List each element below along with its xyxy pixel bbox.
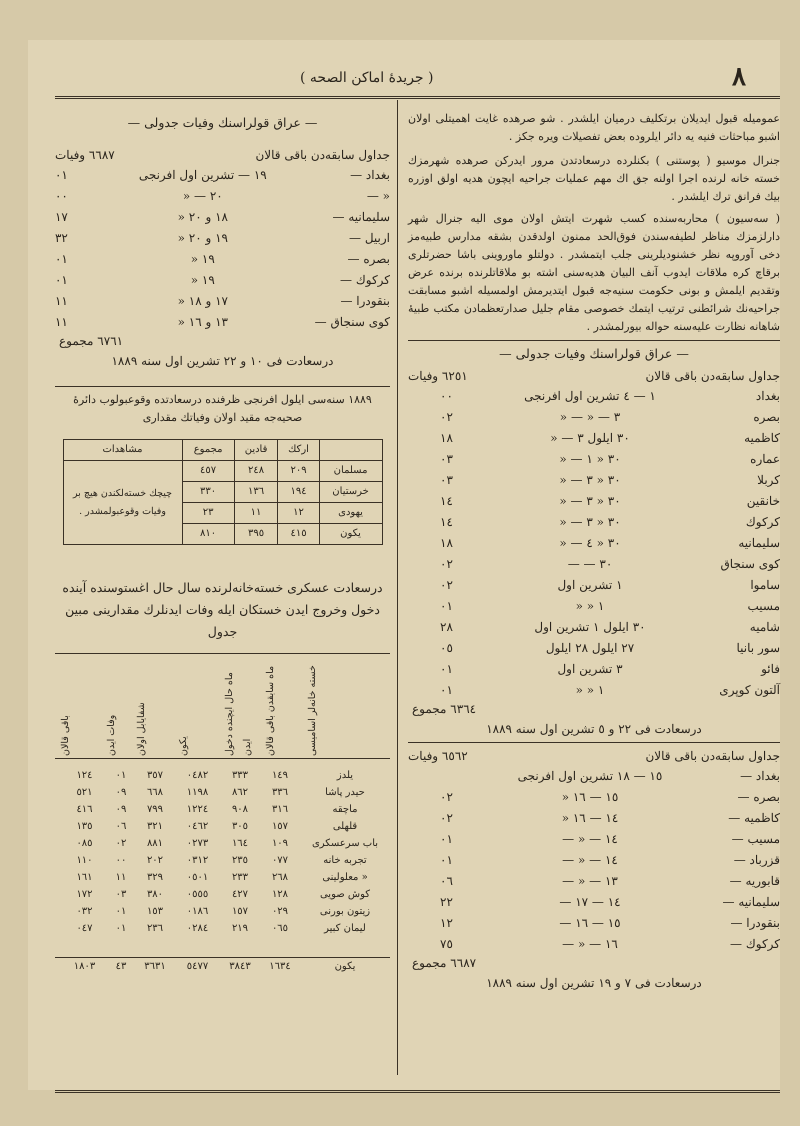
table-cell: ١٩٤	[278, 482, 319, 503]
list-item	[408, 807, 780, 828]
death-count: ٠١	[440, 682, 453, 697]
table-cell: ٠١	[115, 769, 127, 781]
table-cell: يهودى	[319, 503, 382, 524]
list-item	[408, 891, 780, 912]
death-count: ٧٥	[440, 936, 453, 951]
table-cell: ٣٨٠	[146, 888, 164, 900]
table-row	[55, 886, 390, 903]
death-count: ١١	[54, 314, 68, 329]
table-row	[55, 903, 390, 920]
list-item	[408, 765, 780, 786]
date-range: ١٩ «	[190, 272, 215, 287]
paragraph: جنرال موسيو ( پوستنى ) بكنلرده درسعادتدن مرور ايدركن صرهده شهرمزك خسته خانه لرنده اجرا اولنه جق اك مهم عمليات جراحيه ايچون هديه اولق اوزره بيك فرانق ترك ايلشدر .	[408, 154, 780, 203]
table-cell: يلدز	[336, 769, 354, 781]
header-left: جداول سابقه‌دن باقى قالان	[645, 749, 780, 763]
city-name: كوى سنجاق	[720, 556, 780, 571]
list-item	[408, 828, 780, 849]
table-cell: ٠٢٩	[271, 905, 289, 917]
date-range: ١٣ و ١٦ «	[177, 314, 228, 329]
table-cell: ٠٣٢	[76, 905, 93, 917]
column-header: مشاهدات	[63, 440, 182, 461]
city-name: قزرباد —	[733, 852, 780, 867]
table-cell: ٩٠٨	[231, 803, 249, 815]
table-cell: ٠٣١٢	[186, 854, 209, 866]
table-cell: ٠٤٨٢	[186, 769, 209, 781]
table-cell: ٢٠٩	[278, 461, 319, 482]
hospital-table-header	[55, 658, 390, 759]
city-name: كركوك —	[340, 272, 390, 287]
paragraph: ( سه‌سيون ) محاربه‌سنده كسب شهرت ايتش اولان موى اليه جنرال شهر دارلزمزك مناظر لطيفه‌سندن فوق‌الحد ممنون اولدقدن بشقه مدارس طبيه‌مز دخى آوروپه نظر خشنوديلرينى جلب ايتمشدر . دولتلو ماوروينى باشا حضرتلرى برقاچ كره ملاقات ايدوب آنف البيان هديه‌سنى اشته بو ملاقاتلرنده برنده عرض وتقديم ايلمش و بونى حكومت سنيه‌جه قبول ايتديرمش اولمسيله اشبو مسابقت جراحيه‌نك شرائطنى ترتيب ايتمك خصوصى مقام جليل صدارتعظمادن مكتب طبيهٔ شاهانه نظارت عليه‌سنه حواله بيورلمشدر .	[408, 212, 780, 333]
list-item	[55, 248, 390, 269]
death-count: ١٨	[440, 535, 453, 550]
table-cell: ٠٤٦٢	[186, 820, 209, 832]
date-range: ١٤ — « —	[562, 852, 618, 867]
divider	[408, 340, 780, 341]
death-count: ٢٢	[440, 894, 453, 909]
divider	[55, 386, 390, 387]
table-row	[63, 461, 382, 482]
table-cell: ٧٩٩	[146, 803, 164, 815]
header-divider	[55, 96, 780, 99]
column-divider	[397, 100, 398, 1075]
table-cell: زيتون بورنى	[319, 905, 371, 917]
table-cell: ٢٠٢	[146, 854, 164, 866]
date-range: ١ — ٤ تشرين اول افرنجى	[524, 388, 656, 403]
total: ٦٣٦٤ مجموع	[412, 702, 477, 716]
table-row	[55, 784, 390, 801]
header-left: جداول سابقه‌دن باقى قالان	[255, 148, 390, 162]
header-left: جداول سابقه‌دن باقى قالان	[645, 369, 780, 383]
date-range: ٣٠ ايلول ١ تشرين اول	[534, 619, 646, 634]
divider	[408, 742, 780, 743]
header-right: ٦٥٦٢ وفيات	[408, 749, 468, 763]
table-cell: ٠٦٥	[271, 922, 289, 934]
table-cell: ٣٩٥	[234, 524, 278, 545]
list-item	[408, 427, 780, 448]
table-header	[408, 747, 780, 765]
remark-cell: چيچك خسته‌لكندن هيچ بر وفيات وقوعبولمشدر .	[63, 461, 182, 545]
death-count: ٠٣	[440, 472, 453, 487]
table-cell: ١٥٧	[271, 820, 289, 832]
table-cell: ٠١	[115, 905, 127, 917]
table-cell: ٠٣	[115, 888, 127, 900]
death-count: ٣٢	[54, 230, 68, 245]
table-cell: ٠٢	[115, 837, 127, 849]
death-count: ٠٥	[440, 640, 453, 655]
table-cell: ١٣٥	[76, 820, 93, 832]
list-item	[408, 637, 780, 658]
table-cell: « معلولينى	[322, 871, 368, 883]
date-range: ١٥ — ١٦ —	[559, 915, 621, 930]
table-cell: ١١٩٨	[186, 786, 209, 798]
city-name: فائو	[761, 661, 780, 676]
city-name: كاظميه	[744, 430, 780, 445]
total-cell: ٣٨٤٣	[229, 960, 251, 972]
date-range: ٢٧ ايلول ٢٨ ايلول	[545, 640, 635, 655]
table-cell: ٣٥٧	[146, 769, 164, 781]
table-cell: ٣٢٩	[146, 871, 164, 883]
table-cell: ١٠٩	[271, 837, 289, 849]
header-right: ٦٦٨٧ وفيات	[55, 148, 115, 162]
date-range: ٣٠ « ٣ — «	[559, 472, 621, 487]
table-cell: يكون	[319, 524, 382, 545]
list-item	[408, 406, 780, 427]
date-range: ٣٠ « ٤ — «	[559, 535, 621, 550]
death-count: ١١	[54, 293, 68, 308]
section-title: — عراق قولراسنك وفيات جدولى —	[499, 346, 689, 361]
table-cell: ١٥٧	[231, 905, 249, 917]
table-cell: ٢٤٨	[234, 461, 278, 482]
section-title: ١٨٨٩ سنه‌سى ايلول افرنجى ظرفنده درسعادتده وقوعبولوب دائرهٔ صحيه‌جه مقيد اولان وفياتك مقدارى	[73, 393, 372, 424]
date-range: ١٥ — ١٦ «	[561, 789, 619, 804]
table-row	[55, 835, 390, 852]
city-name: عماره	[750, 451, 780, 466]
list-item	[408, 849, 780, 870]
table-cell: ٠٩	[115, 786, 127, 798]
city-name: بصره —	[347, 251, 390, 266]
deaths-list	[55, 164, 390, 332]
table-cell: ١١٠	[76, 854, 93, 866]
list-item	[408, 553, 780, 574]
right-column	[408, 110, 780, 992]
table-cell: حيدر پاشا	[325, 786, 365, 798]
column-header: باقى قالان	[60, 715, 71, 756]
date-range: ٣ — « — «	[559, 409, 621, 424]
date-range: ٣٠ « ٣ — «	[559, 514, 621, 529]
table-cell: ٠٨٥	[76, 837, 93, 849]
city-name: اربيل —	[349, 230, 390, 245]
column-header: وفات ايدن	[106, 714, 118, 756]
city-name: شاميه	[749, 619, 780, 634]
city-name: قابوريه —	[729, 873, 780, 888]
date-range: ١٤ — ١٧ —	[559, 894, 621, 909]
city-name: كوى سنجاق —	[314, 314, 390, 329]
table-cell: ٢٣٣	[231, 871, 249, 883]
date-range: ١٧ و ١٨ «	[177, 293, 228, 308]
table-cell: ١١	[115, 871, 127, 883]
section-title: — عراق قولراسنك وفيات جدولى —	[127, 115, 318, 130]
list-item	[55, 227, 390, 248]
city-name: بصره —	[737, 789, 780, 804]
table-row	[55, 818, 390, 835]
death-count: ٠٢	[440, 810, 453, 825]
table-cell: ٠٥٥٥	[186, 888, 209, 900]
table-cell: ٠٢٨٤	[186, 922, 209, 934]
date-range: ١٩ «	[190, 251, 215, 266]
list-item	[408, 912, 780, 933]
table-cell: ٥٢١	[76, 786, 93, 798]
table-cell: ٨٦٢	[231, 786, 249, 798]
death-count: ٠١	[54, 272, 68, 287]
table-cell: ٠٩	[115, 803, 127, 815]
table-cell: ماچقه	[332, 803, 358, 815]
divider	[55, 653, 390, 654]
table-cell: مسلمان	[319, 461, 382, 482]
total-cell: يكون	[334, 960, 356, 972]
date-range: ١٩ و ٢٠ «	[177, 230, 228, 245]
death-count: ٢٨	[440, 619, 453, 634]
death-count: ١٧	[54, 209, 68, 224]
list-item	[55, 164, 390, 185]
column-header: ماه حال ايچنده دخول ايدن	[223, 672, 253, 756]
table-cell: ٢٦٨	[271, 871, 289, 883]
table-cell: ٦٦٨	[146, 786, 164, 798]
list-item	[408, 385, 780, 406]
death-count: ١٢	[440, 915, 453, 930]
list-item	[55, 185, 390, 206]
death-count: ٠١	[440, 831, 453, 846]
table-cell: ٣٣٠	[182, 482, 234, 503]
table-cell: ٤١٥	[278, 524, 319, 545]
date-range: ٣ تشرين اول	[557, 661, 623, 676]
table-cell: ٣٢١	[146, 820, 164, 832]
city-name: مسيب	[747, 598, 780, 613]
hospital-table	[55, 759, 390, 975]
city-name: بغداد —	[740, 768, 780, 783]
table-row	[55, 767, 390, 784]
date-range: ١٤ — ١٦ «	[561, 810, 619, 825]
deaths-list	[408, 765, 780, 954]
table-cell: ٣٠٥	[231, 820, 249, 832]
date-range: ١ تشرين اول	[557, 577, 623, 592]
list-item	[408, 595, 780, 616]
column-header: يكون	[177, 736, 189, 756]
list-item	[55, 290, 390, 311]
list-item	[408, 511, 780, 532]
table-row	[55, 801, 390, 818]
table-cell: ٠١	[115, 922, 127, 934]
page-title: ( جريدهٔ اماكن الصحه )	[300, 70, 434, 86]
death-count: ٠١	[440, 661, 453, 676]
death-count: ٠٢	[440, 577, 453, 592]
total: ٦٧٦١ مجموع	[59, 334, 124, 348]
list-item	[408, 532, 780, 553]
death-count: ٠٠	[54, 188, 68, 203]
death-count: ٠١	[54, 167, 68, 182]
column-header: اركك	[278, 440, 319, 461]
column-header: قادين	[234, 440, 278, 461]
table-cell: ٠٦	[115, 820, 127, 832]
death-count: ٠٦	[440, 873, 453, 888]
table-cell: ٢١٩	[231, 922, 249, 934]
total-cell: ٥٤٧٧	[186, 960, 209, 972]
total-cell: ٤٣	[115, 960, 127, 972]
city-name: بنقودرا —	[340, 293, 390, 308]
table-cell: ليمان كبير	[324, 922, 366, 934]
table-cell: ٣١٦	[271, 803, 289, 815]
list-item	[55, 269, 390, 290]
city-name: آلتون كوپرى	[719, 682, 780, 697]
city-name: مسيب —	[731, 831, 780, 846]
date-range: ٣٠ « ١ — «	[559, 451, 621, 466]
city-name: بنقودرا —	[730, 915, 780, 930]
death-count: ٠٢	[440, 789, 453, 804]
column-header: شفايابل اولان	[136, 702, 148, 756]
table-cell: ٨٨١	[146, 837, 164, 849]
table-cell: ١٢٨	[271, 888, 289, 900]
death-count: ٠٠	[440, 388, 453, 403]
city-name: خانقين	[746, 493, 780, 508]
list-item	[408, 469, 780, 490]
death-count: ٠١	[440, 598, 453, 613]
table-cell: قلهلى	[332, 820, 358, 832]
date-range: ٢٠ — «	[182, 188, 223, 203]
table-cell: ١٢	[278, 503, 319, 524]
table-cell: ١٦١	[76, 871, 93, 883]
table-cell: ٢٣٥	[231, 854, 249, 866]
paragraph: درسعادت عسكرى خسته‌خانه‌لرنده سال حال اغستوسنده آينده دخول وخروج ايدن خستكان ايله وفات ايدنلرك مقدارينى مبين جدول	[62, 580, 383, 639]
list-item	[408, 574, 780, 595]
list-item	[408, 490, 780, 511]
list-item	[408, 679, 780, 700]
total: ٦٦٨٧ مجموع	[412, 956, 477, 970]
table-cell: ٤١٦	[76, 803, 93, 815]
table-row	[55, 869, 390, 886]
death-count: ١٨	[440, 430, 453, 445]
column-header: خسته خانه‌لر اساميسى	[306, 665, 318, 756]
table-cell: ٤٢٧	[231, 888, 249, 900]
total-cell: ١٨٠٣	[73, 960, 96, 972]
city-name: بصره	[753, 409, 780, 424]
table-cell: ١٤٩	[271, 769, 289, 781]
city-name: سليمانيه	[738, 535, 780, 550]
paragraph: عموميله قبول ايديلان برتكليف درميان ايلشدر . شو صرهده غايت اهميتلى اولان اشبو مباحثات فنيه يه دائر ايلروده بعض تفصيلات ويره جكز .	[408, 112, 780, 143]
column-header: مجموع	[182, 440, 234, 461]
date-range: ٣٠ ايلول ٣ — «	[550, 430, 630, 445]
table-header	[55, 146, 390, 164]
table-cell: كوش صويى	[319, 888, 371, 900]
date-range: ١٦ — « —	[562, 936, 618, 951]
city-name: كاظميه —	[728, 810, 780, 825]
table-cell: ٠٥٠١	[186, 871, 209, 883]
table-cell: ١٢٢٤	[186, 803, 209, 815]
death-count: ١٤	[440, 493, 453, 508]
city-name: سور بانيا	[736, 640, 780, 655]
city-name: ساموا	[750, 577, 780, 592]
total-cell: ٣٦٣١	[144, 960, 166, 972]
total-cell: ١٦٣٤	[269, 960, 291, 972]
table-cell: ٣٣٣	[231, 769, 249, 781]
city-name: « —	[366, 188, 390, 203]
table-cell: ٨١٠	[182, 524, 234, 545]
table-cell: ٢٣٦	[146, 922, 164, 934]
monthly-deaths-table	[63, 439, 383, 545]
date-range: ١٨ و ٢٠ «	[177, 209, 228, 224]
table-cell: ١٦٤	[231, 837, 249, 849]
list-item	[408, 658, 780, 679]
totals-row	[55, 957, 390, 975]
page-number: ٨	[732, 62, 746, 92]
table-cell: ١٢٤	[76, 769, 93, 781]
table-row	[55, 852, 390, 869]
death-count: ١٤	[440, 514, 453, 529]
city-name: بغداد —	[350, 167, 390, 182]
table-cell: ٠٠	[115, 854, 127, 866]
city-name: كركوك —	[730, 936, 780, 951]
table-cell: ٠١٨٦	[186, 905, 209, 917]
city-name: كركوك	[745, 514, 780, 529]
table-cell: ٣٣٦	[271, 786, 289, 798]
date-range: ١ « «	[575, 682, 605, 697]
left-column	[55, 112, 390, 975]
date-range: ١٥ — ١٨ تشرين اول افرنجى	[517, 768, 663, 783]
city-name: بغداد	[755, 388, 780, 403]
table-cell: ٠٢٧٣	[186, 837, 209, 849]
death-count: ٠١	[440, 852, 453, 867]
list-item	[408, 870, 780, 891]
table-header	[408, 367, 780, 385]
city-name: سليمانيه —	[332, 209, 390, 224]
list-item	[408, 786, 780, 807]
list-item	[408, 448, 780, 469]
death-count: ٠١	[54, 251, 68, 266]
footer-divider	[55, 1090, 780, 1093]
table-cell: ١٥٣	[146, 905, 164, 917]
column-header: ماه سابقدن باقى قالان	[265, 665, 277, 756]
table-cell: خرستيان	[319, 482, 382, 503]
table-cell: ٤٥٧	[182, 461, 234, 482]
list-item	[55, 206, 390, 227]
table-cell: ٠٧٧	[271, 854, 289, 866]
date-range: ٣٠ « ٣ — «	[559, 493, 621, 508]
death-count: ٠٢	[440, 409, 453, 424]
date-range: ١٣ — « —	[562, 873, 618, 888]
column-header	[319, 440, 382, 461]
table-cell: ١١	[234, 503, 278, 524]
table-cell: باب سرعسكرى	[311, 837, 379, 849]
list-item	[408, 933, 780, 954]
city-name: سليمانيه —	[722, 894, 780, 909]
death-count: ٠٣	[440, 451, 453, 466]
table-cell: تجربه خانه	[323, 854, 367, 866]
death-count: ٠٢	[440, 556, 453, 571]
date-range: ١٤ — « —	[562, 831, 618, 846]
list-item	[408, 616, 780, 637]
table-cell: ٠٤٧	[76, 922, 93, 934]
date-line: درسعادت فى ٧ و ١٩ تشرين اول سنه ١٨٨٩	[486, 976, 702, 990]
table-cell: ٢٣	[182, 503, 234, 524]
table-row	[55, 920, 390, 937]
table-cell: ١٣٦	[234, 482, 278, 503]
header-right: ٦٢٥١ وفيات	[408, 369, 468, 383]
list-item	[55, 311, 390, 332]
date-range: ٣٠ — —	[567, 556, 613, 571]
date-range: ١٩ — تشرين اول افرنجى	[138, 167, 267, 182]
date-line: درسعادت فى ١٠ و ٢٢ تشرين اول سنه ١٨٨٩	[111, 354, 334, 368]
table-cell: ١٧٢	[76, 888, 93, 900]
city-name: كربلا	[757, 472, 780, 487]
date-range: ١ « «	[575, 598, 605, 613]
date-line: درسعادت فى ٢٢ و ٥ تشرين اول سنه ١٨٨٩	[486, 722, 702, 736]
deaths-list	[408, 385, 780, 700]
